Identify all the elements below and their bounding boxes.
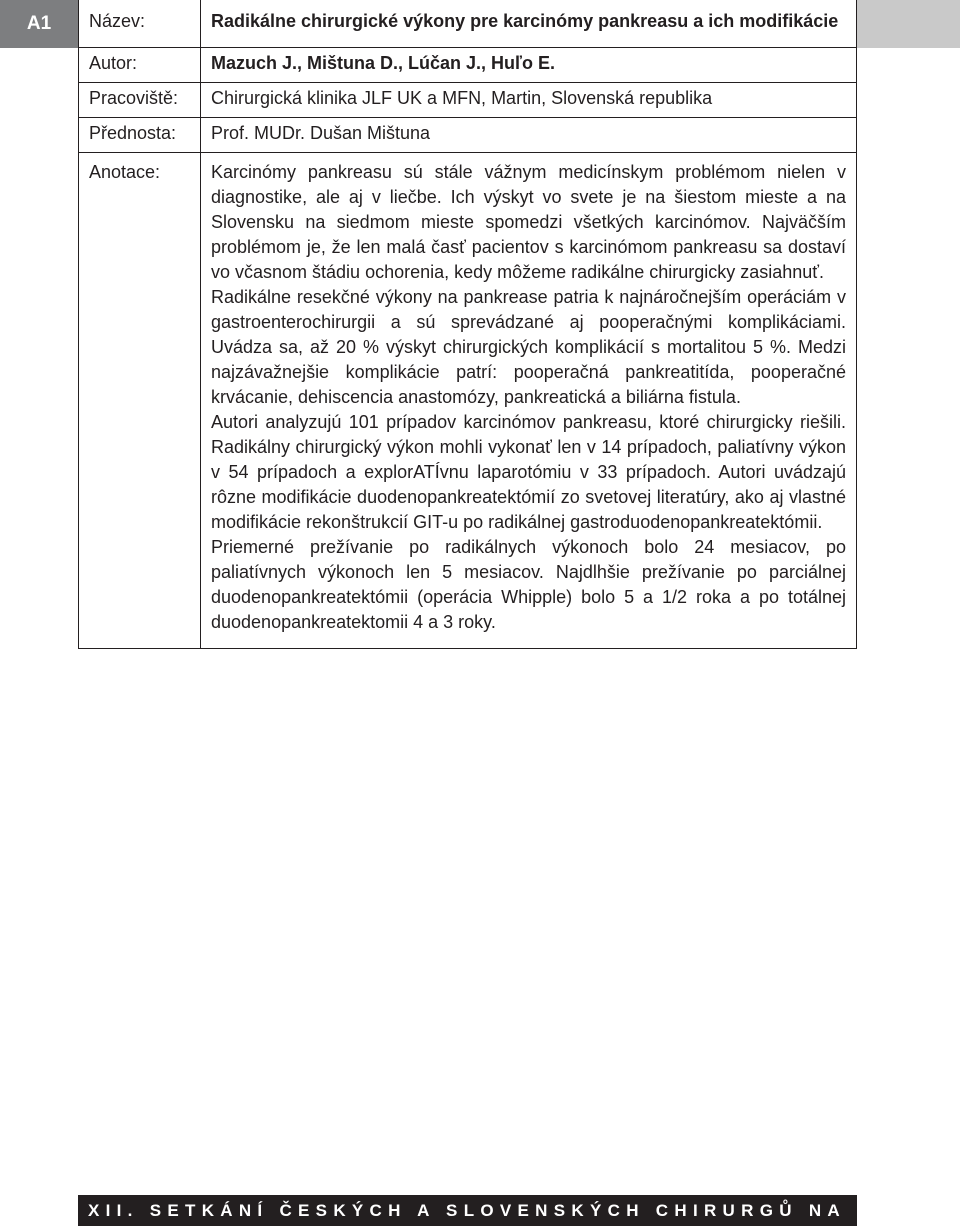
abstract-label: Anotace: — [79, 153, 201, 649]
abstract-paragraph: Autori analyzujú 101 prípadov karcinómov pankreasu, ktoré chirurgicky riešili. Radikálny chirurgický výkon mohli vykonať len v 14 prípadoch, paliatívny výkon v 54 prípadoch a explorATÍvnu laparotómiu v 33 prípadoch. Autori uvádzajú rôzne modifikácie duodenopankreatektómií zo svetovej literatúry, ako aj vlastné modifikácie rekonštrukcií GIT-u po radikálnej gastroduodenopankreatektómii. — [211, 412, 846, 532]
abstract-paragraph: Karcinómy pankreasu sú stále vážnym medicínskym problémom nielen v diagnostike, ale aj v liečbe. Ich výskyt vo svete je na šiestom mieste a na Slovensku na siedmom mieste spomedzi všetkých karcinómov. Najväčším problémom je, že len malá časť pacientov s karcinómom pankreasu sa dostaví vo včasnom štádiu ochorenia, kedy môžeme radikálne chirurgicky zasiahnuť. — [211, 162, 846, 282]
authors: Mazuch J., Mištuna D., Lúčan J., Huľo E. — [201, 48, 857, 83]
abstract-table — [78, 0, 857, 649]
head-label: Přednosta: — [79, 118, 201, 153]
head-row — [79, 118, 857, 153]
abstract-body — [201, 153, 857, 649]
title-label: Název: — [79, 0, 201, 48]
abstract-paragraph: Priemerné prežívanie po radikálnych výkonoch bolo 24 mesiacov, po paliatívnych výkonoch len 5 mesiacov. Najdlhšie prežívanie po parciálnej duodenopankreatektómii (operácia Whipple) bolo 5 a 1/2 roka a po totálnej duodenopankreatektomii 4 a 3 roky. — [211, 537, 846, 632]
conference-footer: XII. SETKÁNÍ ČESKÝCH A SLOVENSKÝCH CHIRURGŮ NA MORAVĚ — [78, 1195, 857, 1226]
head-of-department: Prof. MUDr. Dušan Mištuna — [201, 118, 857, 153]
author-label: Autor: — [79, 48, 201, 83]
section-code: A1 — [0, 0, 78, 48]
title-row — [79, 0, 857, 48]
paper-title: Radikálne chirurgické výkony pre karcinómy pankreasu a ich modifikácie — [201, 0, 857, 48]
workplace-row — [79, 83, 857, 118]
abstract-paragraph: Radikálne resekčné výkony na pankrease patria k najnáročnejším operáciám v gastroenterochirurgii a sú sprevádzané aj pooperačnými komplikáciami. Uvádza sa, až 20 % výskyt chirurgických komplikácií s mortalitou 5 %. Medzi najzávažnejšie komplikácie patrí: pooperačná pankreatitída, pooperačné krvácanie, dehiscencia anastomózy, pankreatická a biliárna fistula. — [211, 287, 846, 407]
workplace-label: Pracoviště: — [79, 83, 201, 118]
author-row — [79, 48, 857, 83]
workplace: Chirurgická klinika JLF UK a MFN, Martin, Slovenská republika — [201, 83, 857, 118]
abstract-row — [79, 153, 857, 649]
